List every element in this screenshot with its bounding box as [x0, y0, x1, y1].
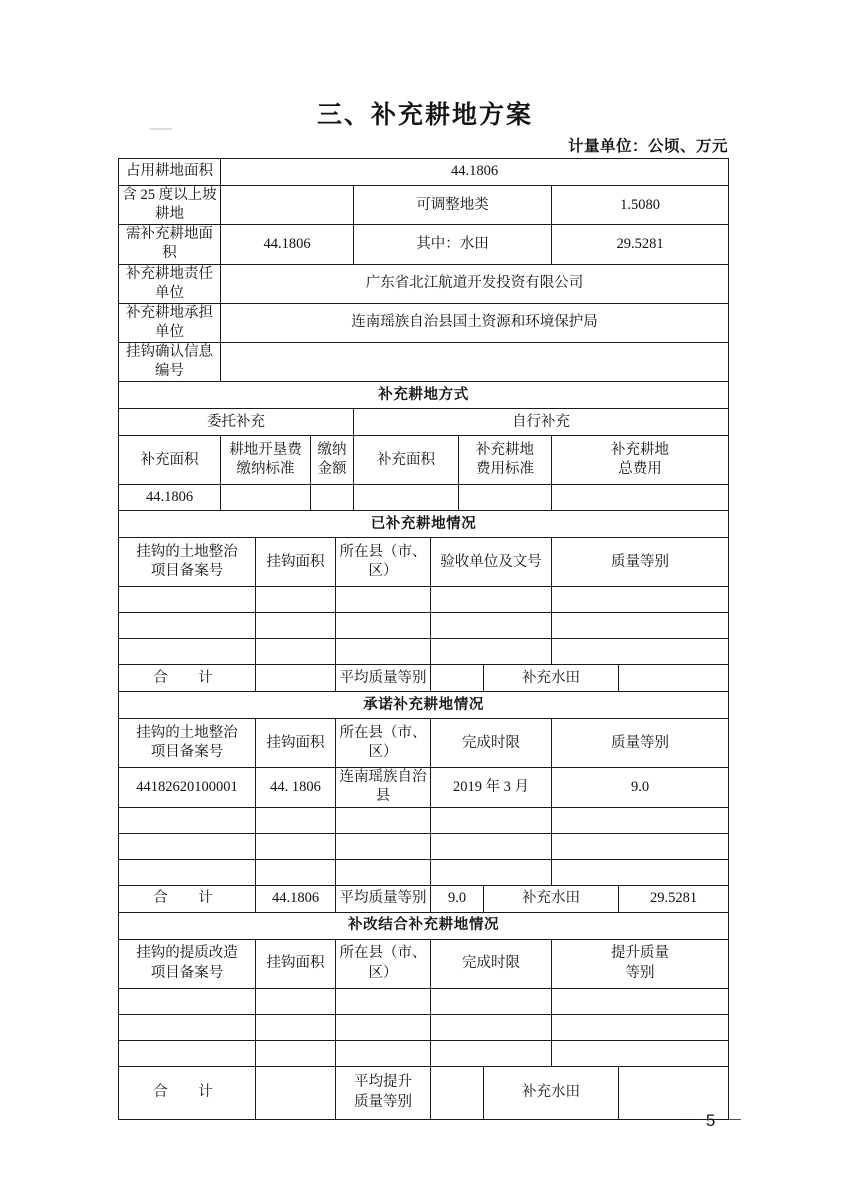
- cell-slope-value[interactable]: [221, 186, 354, 225]
- line2: 项目备案号: [150, 563, 224, 580]
- line1: 平均提升: [354, 1074, 412, 1091]
- cell-occupied-area-label: 占用耕地面积: [119, 159, 221, 186]
- combined-cell-project-record-no[interactable]: [119, 1014, 256, 1040]
- completed-cell-quality-grade[interactable]: [552, 639, 729, 665]
- promised-cell-project-record-no[interactable]: [119, 807, 256, 833]
- promised-total-paddy-value[interactable]: 29.5281: [619, 885, 729, 912]
- line2: 费用标准: [476, 461, 534, 478]
- completed-cell-linked-area[interactable]: [256, 613, 336, 639]
- cell-responsible-unit-label: 补充耕地责任单位: [119, 264, 221, 303]
- table-row: [119, 587, 729, 613]
- method-value-cost-standard[interactable]: [459, 485, 552, 511]
- table-row-method-values: [119, 485, 729, 511]
- promised-total-area[interactable]: 44.1806: [256, 885, 336, 912]
- combined-cell-quality-upgrade[interactable]: [552, 1040, 729, 1066]
- completed-cell-acceptance-unit[interactable]: [431, 613, 552, 639]
- method-header-paid-amount: 缴纳金额: [311, 436, 354, 485]
- section-title-promised: 承诺补充耕地情况: [119, 692, 729, 719]
- completed-cell-county[interactable]: [336, 639, 431, 665]
- table-row-undertaking-unit: [119, 303, 729, 342]
- combined-total-avg-upgrade-value[interactable]: [431, 1066, 484, 1119]
- line1: 挂钩的土地整治: [136, 544, 238, 561]
- method-value-total-cost[interactable]: [552, 485, 729, 511]
- promised-cell-county[interactable]: [336, 807, 431, 833]
- combined-cell-linked-area[interactable]: [256, 1040, 336, 1066]
- promised-header-project-record-no: [119, 719, 256, 768]
- table-row-completed-title: [119, 511, 729, 538]
- combined-cell-deadline[interactable]: [431, 1040, 552, 1066]
- page-title: 三、补充耕地方案: [316, 102, 533, 129]
- completed-cell-acceptance-unit[interactable]: [431, 639, 552, 665]
- supplement-farmland-table: [118, 158, 729, 1120]
- line1: 补充耕地: [611, 442, 670, 459]
- completed-cell-acceptance-unit[interactable]: [431, 587, 552, 613]
- table-row: [119, 639, 729, 665]
- completed-header-linked-area: 挂钩面积: [256, 538, 336, 587]
- method-header-total-cost: [552, 436, 729, 485]
- line2: 等别: [625, 964, 655, 981]
- method-value-paid-amount[interactable]: [311, 485, 354, 511]
- table-row-method-headers: [119, 436, 729, 485]
- table-row-combined-total: [119, 1066, 729, 1119]
- table-row-occupied-area: [119, 159, 729, 186]
- completed-total-label: 合 计: [119, 665, 256, 692]
- line2: 项目备案号: [150, 744, 224, 761]
- promised-cell-linked-area[interactable]: 44. 1806: [256, 768, 336, 807]
- combined-header-county: 所在县（市、区）: [336, 939, 431, 988]
- table-row-combined-title: [119, 912, 729, 939]
- combined-header-deadline: 完成时限: [431, 939, 552, 988]
- section-title-completed: 已补充耕地情况: [119, 511, 729, 538]
- promised-cell-county[interactable]: 连南瑶族自治县: [336, 768, 431, 807]
- table-row-need-supplement: [119, 225, 729, 264]
- promised-header-linked-area: 挂钩面积: [256, 719, 336, 768]
- measurement-unit-note: 计量单位：公顷、万元: [567, 138, 728, 155]
- cell-slope-label: 含 25 度以上坡耕地: [119, 186, 221, 225]
- promised-cell-deadline[interactable]: 2019 年 3 月: [431, 768, 552, 807]
- promised-cell-linked-area[interactable]: [256, 859, 336, 885]
- combined-total-avg-upgrade-label: [336, 1066, 431, 1119]
- completed-cell-quality-grade[interactable]: [552, 613, 729, 639]
- promised-cell-linked-area[interactable]: [256, 807, 336, 833]
- promised-cell-quality-grade[interactable]: [552, 807, 729, 833]
- combined-cell-deadline[interactable]: [431, 988, 552, 1014]
- promised-cell-quality-grade[interactable]: [552, 859, 729, 885]
- section-title-method: 补充耕地方式: [119, 382, 729, 409]
- table-row-method-title: [119, 382, 729, 409]
- promised-header-quality-grade: 质量等别: [552, 719, 729, 768]
- cell-adjustable-value[interactable]: 1.5080: [552, 186, 729, 225]
- table-row: [119, 1014, 729, 1040]
- line1: 挂钩的土地整治: [136, 725, 238, 742]
- method-header-cost-standard: [459, 436, 552, 485]
- promised-total-avg-quality-value[interactable]: 9.0: [431, 885, 484, 912]
- combined-total-label: 合 计: [119, 1066, 256, 1119]
- completed-total-paddy-value[interactable]: [619, 665, 729, 692]
- combined-cell-project-record-no[interactable]: [119, 1040, 256, 1066]
- combined-cell-quality-upgrade[interactable]: [552, 1014, 729, 1040]
- cell-occupied-area-value[interactable]: 44.1806: [221, 159, 729, 186]
- promised-cell-project-record-no[interactable]: [119, 859, 256, 885]
- table-row: [119, 988, 729, 1014]
- combined-total-area[interactable]: [256, 1066, 336, 1119]
- promised-total-avg-quality-label: 平均质量等别: [336, 885, 431, 912]
- completed-header-project-record-no: [119, 538, 256, 587]
- combined-header-quality-upgrade: [552, 939, 729, 988]
- promised-header-deadline: 完成时限: [431, 719, 552, 768]
- cell-responsible-unit-value[interactable]: 广东省北江航道开发投资有限公司: [221, 264, 729, 303]
- combined-cell-quality-upgrade[interactable]: [552, 988, 729, 1014]
- completed-cell-project-record-no[interactable]: [119, 613, 256, 639]
- promised-cell-county[interactable]: [336, 833, 431, 859]
- promised-cell-deadline[interactable]: [431, 807, 552, 833]
- completed-cell-linked-area[interactable]: [256, 587, 336, 613]
- table-row-completed-headers: [119, 538, 729, 587]
- method-value-supplement-area-self[interactable]: [354, 485, 459, 511]
- table-row-completed-total: [119, 665, 729, 692]
- promised-cell-linked-area[interactable]: [256, 833, 336, 859]
- table-row: [119, 1040, 729, 1066]
- table-row-responsible-unit: [119, 264, 729, 303]
- combined-cell-county[interactable]: [336, 1040, 431, 1066]
- page-number: － 5 －: [678, 1111, 746, 1130]
- promised-header-county: 所在县（市、区）: [336, 719, 431, 768]
- completed-cell-county[interactable]: [336, 587, 431, 613]
- table-row: [119, 833, 729, 859]
- line1: 补充耕地: [476, 442, 534, 459]
- combined-header-linked-area: 挂钩面积: [256, 939, 336, 988]
- combined-cell-county[interactable]: [336, 988, 431, 1014]
- completed-header-county: 所在县（市、区）: [336, 538, 431, 587]
- combined-cell-linked-area[interactable]: [256, 988, 336, 1014]
- line1: 提升质量: [611, 945, 670, 962]
- group-header-self: 自行补充: [354, 409, 729, 436]
- table-row-promised-title: [119, 692, 729, 719]
- combined-cell-project-record-no[interactable]: [119, 988, 256, 1014]
- cell-undertaking-unit-value[interactable]: 连南瑶族自治县国土资源和环境保护局: [221, 303, 729, 342]
- line2: 质量等别: [354, 1093, 412, 1110]
- cell-adjustable-label: 可调整地类: [354, 186, 552, 225]
- completed-total-area[interactable]: [256, 665, 336, 692]
- promised-total-paddy-label: 补充水田: [484, 885, 619, 912]
- completed-cell-project-record-no[interactable]: [119, 587, 256, 613]
- completed-header-acceptance-unit: 验收单位及文号: [431, 538, 552, 587]
- cell-paddy-label: 其中：水田: [354, 225, 552, 264]
- section-title-combined: 补改结合补充耕地情况: [119, 912, 729, 939]
- promised-cell-deadline[interactable]: [431, 833, 552, 859]
- promised-cell-quality-grade[interactable]: 9.0: [552, 768, 729, 807]
- table-row: [119, 859, 729, 885]
- line1: 耕地开垦费: [229, 442, 302, 459]
- completed-cell-linked-area[interactable]: [256, 639, 336, 665]
- cell-link-confirm-label: 挂钩确认信息编号: [119, 343, 221, 382]
- group-header-entrusted: 委托补充: [119, 409, 354, 436]
- line2: 总费用: [618, 461, 662, 478]
- combined-cell-linked-area[interactable]: [256, 1014, 336, 1040]
- combined-header-project-record-no: [119, 939, 256, 988]
- cell-need-supplement-value[interactable]: 44.1806: [221, 225, 354, 264]
- completed-total-paddy-label: 补充水田: [484, 665, 619, 692]
- method-header-supplement-area-self: 补充面积: [354, 436, 459, 485]
- method-header-reclamation-fee-standard: [221, 436, 311, 485]
- line2: 项目备案号: [150, 964, 224, 981]
- cell-undertaking-unit-label: 补充耕地承担单位: [119, 303, 221, 342]
- completed-total-avg-quality-value[interactable]: [431, 665, 484, 692]
- promised-cell-deadline[interactable]: [431, 859, 552, 885]
- table-row: [119, 768, 729, 807]
- promised-cell-county[interactable]: [336, 859, 431, 885]
- method-value-supplement-area-entrusted[interactable]: 44.1806: [119, 485, 221, 511]
- promised-cell-quality-grade[interactable]: [552, 833, 729, 859]
- promised-total-label: 合 计: [119, 885, 256, 912]
- method-value-reclamation-fee-standard[interactable]: [221, 485, 311, 511]
- completed-cell-project-record-no[interactable]: [119, 639, 256, 665]
- table-row-combined-headers: [119, 939, 729, 988]
- combined-cell-county[interactable]: [336, 1014, 431, 1040]
- table-row-slope: [119, 186, 729, 225]
- completed-total-avg-quality-label: 平均质量等别: [336, 665, 431, 692]
- cell-link-confirm-value[interactable]: [221, 343, 729, 382]
- table-row-method-groups: [119, 409, 729, 436]
- promised-cell-project-record-no[interactable]: [119, 833, 256, 859]
- promised-cell-project-record-no[interactable]: 44182620100001: [119, 768, 256, 807]
- table-row-link-confirm: [119, 343, 729, 382]
- table-row-promised-total: [119, 885, 729, 912]
- completed-cell-quality-grade[interactable]: [552, 587, 729, 613]
- completed-header-quality-grade: 质量等别: [552, 538, 729, 587]
- line1: 挂钩的提质改造: [136, 945, 238, 962]
- cell-need-supplement-label: 需补充耕地面积: [119, 225, 221, 264]
- combined-cell-deadline[interactable]: [431, 1014, 552, 1040]
- table-row: [119, 613, 729, 639]
- method-header-supplement-area-entrusted: 补充面积: [119, 436, 221, 485]
- combined-total-paddy-label: 补充水田: [484, 1066, 619, 1119]
- table-row-promised-headers: [119, 719, 729, 768]
- completed-cell-county[interactable]: [336, 613, 431, 639]
- cell-paddy-value[interactable]: 29.5281: [552, 225, 729, 264]
- table-row: [119, 807, 729, 833]
- line2: 缴纳标准: [236, 461, 295, 478]
